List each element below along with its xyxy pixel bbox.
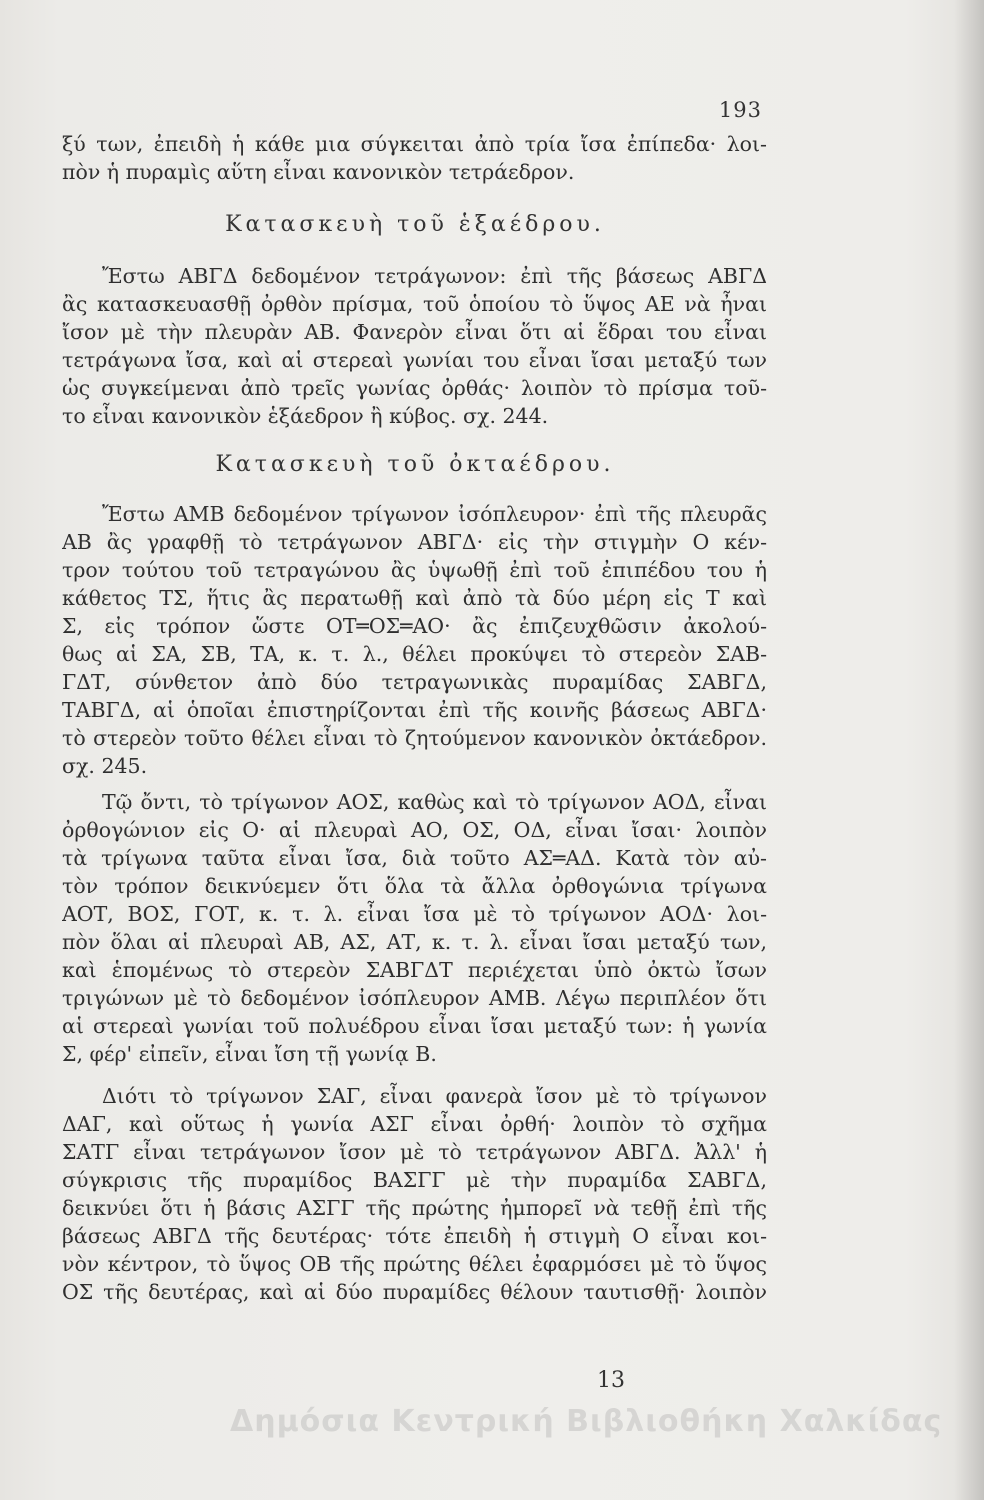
intro-paragraph xyxy=(62,130,767,186)
text-line: τὰ τρίγωνα ταῦτα εἶναι ἴσα, διὰ τοῦτο ΑΣ═ΑΔ. Κατὰ τὸν αὐ- xyxy=(62,846,767,870)
text-line: Σ, φέρ' εἰπεῖν, εἶναι ἴση τῇ γωνίᾳ Β. xyxy=(62,1042,437,1066)
text-line: δεικνύει ὅτι ἡ βάσις ΑΣΓΓ τῆς πρώτης ἠμπορεῖ νὰ τεθῇ ἐπὶ τῆς xyxy=(62,1196,767,1220)
text-line: ΑΒ ἂς γραφθῇ τὸ τετράγωνον ΑΒΓΔ· εἰς τὴν στιγμὴν Ο κέν- xyxy=(62,530,767,554)
text-line: ΣΑΤΓ εἶναι τετράγωνον ἴσον μὲ τὸ τετράγωνον ΑΒΓΔ. Ἀλλ' ἡ xyxy=(62,1140,767,1164)
text-line: πὸν ὅλαι αἱ πλευραὶ ΑΒ, ΑΣ, ΑΤ, κ. τ. λ. εἶναι ἴσαι μεταξύ των, xyxy=(62,930,767,954)
text-line: το εἶναι κανονικὸν ἑξάεδρον ἢ κύβος. σχ. 244. xyxy=(62,404,549,428)
text-line: Σ, εἰς τρόπον ὥστε ΟΤ═ΟΣ═ΑΟ· ἂς ἐπιζευχθῶσιν ἀκολού- xyxy=(62,614,767,638)
text-line: ΑΟΤ, ΒΟΣ, ΓΟΤ, κ. τ. λ. εἶναι ἴσα μὲ τὸ τρίγωνον ΑΟΔ· λοι- xyxy=(62,902,767,926)
text-line: ὀρθογώνιον εἰς Ο· αἱ πλευραὶ ΑΟ, ΟΣ, ΟΔ, εἶναι ἴσαι· λοιπὸν xyxy=(62,818,767,842)
text-line: κάθετος ΤΣ, ἥτις ἂς περατωθῇ καὶ ἀπὸ τὰ δύο μέρη εἰς Τ καὶ xyxy=(62,586,767,610)
text-line: θως αἱ ΣΑ, ΣΒ, ΤΑ, κ. τ. λ., θέλει προκύψει τὸ στερεὸν ΣΑΒ- xyxy=(62,642,767,666)
page-number: 193 xyxy=(718,98,762,122)
text-line: νὸν κέντρον, τὸ ὕψος ΟΒ τῆς πρώτης θέλει ἐφαρμόσει μὲ τὸ ὕψος xyxy=(62,1252,767,1276)
text-line: ἴσον μὲ τὴν πλευρὰν ΑΒ. Φανερὸν εἶναι ὅτι αἱ ἕδραι του εἶναι xyxy=(62,320,767,344)
text-line: καὶ ἑπομένως τὸ στερεὸν ΣΑΒΓΔΤ περιέχεται ὑπὸ ὀκτὼ ἴσων xyxy=(62,958,767,982)
text-line: βάσεως ΑΒΓΔ τῆς δευτέρας· τότε ἐπειδὴ ἡ στιγμὴ Ο εἶναι κοι- xyxy=(62,1224,767,1248)
text-line: Ἔστω ΑΜΒ δεδομένον τρίγωνον ἰσόπλευρον· ἐπὶ τῆς πλευρᾶς xyxy=(102,502,767,526)
text-line: ΔΑΓ, καὶ οὕτως ἡ γωνία ΑΣΓ εἶναι ὀρθή· λοιπὸν τὸ σχῆμα xyxy=(62,1112,767,1136)
signature-mark: 13 xyxy=(597,1368,625,1393)
text-line: Διότι τὸ τρίγωνον ΣΑΓ, εἶναι φανερὰ ἴσον μὲ τὸ τρίγωνον xyxy=(102,1084,767,1108)
text-line: Τῷ ὄντι, τὸ τρίγωνον ΑΟΣ, καθὼς καὶ τὸ τρίγωνον ΑΟΔ, εἶναι xyxy=(102,790,767,814)
text-line: ΓΔΤ, σύνθετον ἀπὸ δύο τετραγωνικὰς πυραμίδας ΣΑΒΓΔ, xyxy=(62,670,767,694)
page-edge-shadow xyxy=(954,0,984,1500)
text-line: τὸν τρόπον δεικνύεμεν ὅτι ὅλα τὰ ἄλλα ὀρθογώνια τρίγωνα xyxy=(62,874,767,898)
proof-paragraph xyxy=(62,788,767,1068)
text-line: ΟΣ τῆς δευτέρας, καὶ αἱ δύο πυραμίδες θέλουν ταυτισθῇ· λοιπὸν xyxy=(62,1280,767,1304)
section-heading-hexahedron: Κατασκευὴ τοῦ ἑξαέδρου. xyxy=(225,212,605,237)
text-line: πὸν ἡ πυραμὶς αὕτη εἶναι κανονικὸν τετράεδρον. xyxy=(62,160,575,184)
section-heading-octahedron: Κατασκευὴ τοῦ ὀκταέδρου. xyxy=(215,452,615,477)
text-line: τριγώνων μὲ τὸ δεδομένον ἰσόπλευρον ΑΜΒ. Λέγω περιπλέον ὅτι xyxy=(62,986,767,1010)
text-line: ὡς συγκείμεναι ἀπὸ τρεῖς γωνίας ὀρθάς· λοιπὸν τὸ πρίσμα τοῦ- xyxy=(62,376,767,400)
text-line: αἱ στερεαὶ γωνίαι τοῦ πολυέδρου εἶναι ἴσαι μεταξύ των: ἡ γωνία xyxy=(62,1014,767,1038)
text-line: ἂς κατασκευασθῇ ὀρθὸν πρίσμα, τοῦ ὁποίου τὸ ὕψος ΑΕ νὰ ἦναι xyxy=(62,292,767,316)
octahedron-paragraph xyxy=(62,500,767,780)
text-line: τρον τούτου τοῦ τετραγώνου ἂς ὑψωθῇ ἐπὶ τοῦ ἐπιπέδου του ἡ xyxy=(62,558,767,582)
hexahedron-paragraph xyxy=(62,262,767,430)
continuation-paragraph xyxy=(62,1082,767,1306)
text-line: ΤΑΒΓΔ, αἱ ὁποῖαι ἐπιστηρίζονται ἐπὶ τῆς κοινῆς βάσεως ΑΒΓΔ· xyxy=(62,698,767,722)
text-line: ξύ των, ἐπειδὴ ἡ κάθε μια σύγκειται ἀπὸ τρία ἴσα ἐπίπεδα· λοι- xyxy=(62,132,767,156)
library-watermark: Δημόσια Κεντρική Βιβλιοθήκη Χαλκίδας xyxy=(230,1404,943,1439)
text-line: σύγκρισις τῆς πυραμίδος ΒΑΣΓΓ μὲ τὴν πυραμίδα ΣΑΒΓΔ, xyxy=(62,1168,767,1192)
text-line: τετράγωνα ἴσα, καὶ αἱ στερεαὶ γωνίαι του εἶναι ἴσαι μεταξύ των xyxy=(62,348,767,372)
text-line: σχ. 245. xyxy=(62,754,148,778)
text-line: Ἔστω ΑΒΓΔ δεδομένον τετράγωνον: ἐπὶ τῆς βάσεως ΑΒΓΔ xyxy=(102,264,767,288)
text-line: τὸ στερεὸν τοῦτο θέλει εἶναι τὸ ζητούμενον κανονικὸν ὀκτάεδρον. xyxy=(62,726,767,750)
